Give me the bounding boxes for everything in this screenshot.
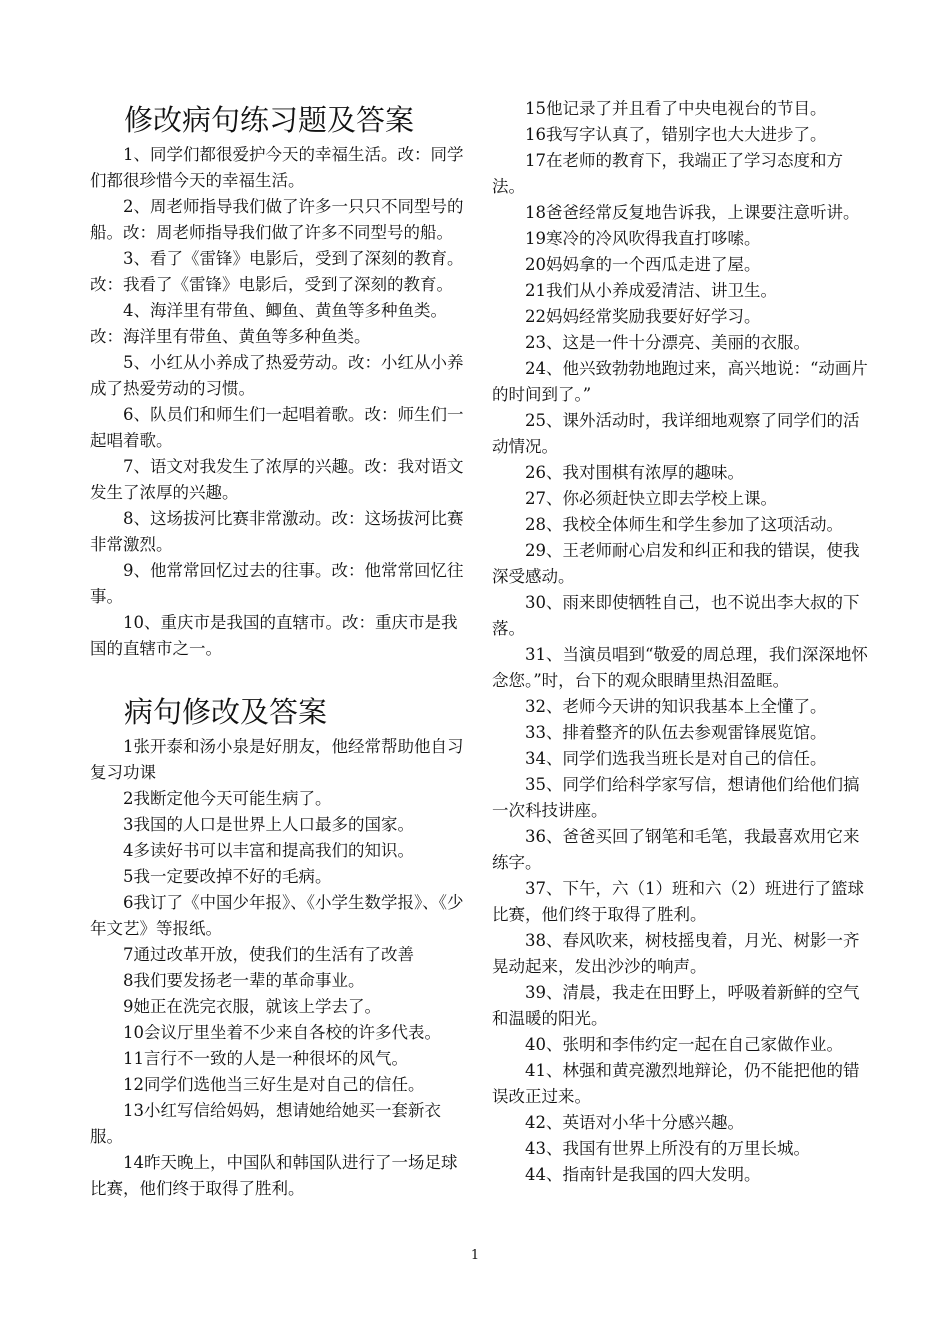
list-item: 24、他兴致勃勃地跑过来，高兴地说：“动画片的时间到了。” bbox=[492, 359, 868, 404]
section1-title: 修改病句练习题及答案 bbox=[124, 103, 415, 137]
section1-list bbox=[90, 142, 466, 662]
list-item: 10、重庆市是我国的直辖市。改：重庆市是我国的直辖市之一。 bbox=[90, 613, 458, 658]
list-item: 1张开泰和汤小泉是好朋友，他经常帮助他自习复习功课 bbox=[90, 737, 464, 782]
list-item: 12同学们选他当三好生是对自己的信任。 bbox=[123, 1075, 425, 1094]
list-item: 7、语文对我发生了浓厚的兴趣。改：我对语文发生了浓厚的兴趣。 bbox=[90, 457, 464, 502]
section2-title: 病句修改及答案 bbox=[124, 695, 328, 729]
section2-list-right bbox=[492, 96, 868, 1188]
list-item: 17在老师的教育下，我端正了学习态度和方法。 bbox=[492, 151, 843, 196]
list-item: 44、指南针是我国的四大发明。 bbox=[525, 1165, 761, 1184]
list-item: 13小红写信给妈妈，想请她给她买一套新衣服。 bbox=[90, 1101, 441, 1146]
list-item: 28、我校全体师生和学生参加了这项活动。 bbox=[525, 515, 843, 534]
list-item: 35、同学们给科学家写信，想请他们给他们搞一次科技讲座。 bbox=[492, 775, 860, 820]
list-item: 9、他常常回忆过去的往事。改：他常常回忆往事。 bbox=[90, 561, 464, 606]
list-item: 7通过改革开放，使我们的生活有了改善 bbox=[123, 945, 414, 964]
list-item: 39、清晨，我走在田野上，呼吸着新鲜的空气和温暖的阳光。 bbox=[492, 983, 860, 1028]
list-item: 25、课外活动时，我详细地观察了同学们的活动情况。 bbox=[492, 411, 860, 456]
list-item: 42、英语对小华十分感兴趣。 bbox=[525, 1113, 744, 1132]
list-item: 43、我国有世界上所没有的万里长城。 bbox=[525, 1139, 810, 1158]
list-item: 30、雨来即使牺牲自己，也不说出李大叔的下落。 bbox=[492, 593, 860, 638]
list-item: 3、看了《雷锋》电影后，受到了深刻的教育。改：我看了《雷锋》电影后，受到了深刻的教育。 bbox=[90, 249, 464, 294]
list-item: 16我写字认真了，错别字也大大进步了。 bbox=[525, 125, 827, 144]
list-item: 6我订了《中国少年报》、《小学生数学报》、《少年文艺》等报纸。 bbox=[90, 893, 464, 938]
list-item: 21我们从小养成爱清洁、讲卫生。 bbox=[525, 281, 777, 300]
list-item: 2我断定他今天可能生病了。 bbox=[123, 789, 332, 808]
list-item: 10会议厅里坐着不少来自各校的许多代表。 bbox=[123, 1023, 441, 1042]
list-item: 27、你必须赶快立即去学校上课。 bbox=[525, 489, 777, 508]
right-column bbox=[492, 96, 868, 1188]
list-item: 2、周老师指导我们做了许多一只只不同型号的船。改：周老师指导我们做了许多不同型号的船。 bbox=[90, 197, 464, 242]
list-item: 8我们要发扬老一辈的革命事业。 bbox=[123, 971, 365, 990]
list-item: 14昨天晚上，中国队和韩国队进行了一场足球比赛，他们终于取得了胜利。 bbox=[90, 1153, 458, 1198]
list-item: 34、同学们选我当班长是对自己的信任。 bbox=[525, 749, 827, 768]
list-item: 18爸爸经常反复地告诉我，上课要注意听讲。 bbox=[525, 203, 860, 222]
list-item: 5、小红从小养成了热爱劳动。改：小红从小养成了热爱劳动的习惯。 bbox=[90, 353, 464, 398]
list-item: 5我一定要改掉不好的毛病。 bbox=[123, 867, 332, 886]
list-item: 20妈妈拿的一个西瓜走进了屋。 bbox=[525, 255, 761, 274]
page-number: 1 bbox=[470, 1248, 480, 1263]
list-item: 8、这场拔河比赛非常激动。改：这场拔河比赛非常激烈。 bbox=[90, 509, 464, 554]
list-item: 4多读好书可以丰富和提高我们的知识。 bbox=[123, 841, 414, 860]
list-item: 32、老师今天讲的知识我基本上全懂了。 bbox=[525, 697, 827, 716]
list-item: 6、队员们和师生们一起唱着歌。改：师生们一起唱着歌。 bbox=[90, 405, 464, 450]
section2-list-left bbox=[90, 734, 466, 1202]
list-item: 9她正在洗完衣服，就该上学去了。 bbox=[123, 997, 381, 1016]
list-item: 3我国的人口是世界上人口最多的国家。 bbox=[123, 815, 414, 834]
list-item: 15他记录了并且看了中央电视台的节目。 bbox=[525, 99, 827, 118]
left-column bbox=[90, 98, 466, 1202]
list-item: 26、我对围棋有浓厚的趣味。 bbox=[525, 463, 744, 482]
list-item: 40、张明和李伟约定一起在自己家做作业。 bbox=[525, 1035, 843, 1054]
list-item: 36、爸爸买回了钢笔和毛笔，我最喜欢用它来练字。 bbox=[492, 827, 860, 872]
list-item: 31、当演员唱到“敬爱的周总理，我们深深地怀念您。”时，台下的观众眼睛里热泪盈眶。 bbox=[492, 645, 868, 690]
list-item: 22妈妈经常奖励我要好好学习。 bbox=[525, 307, 761, 326]
list-item: 37、下午，六（1）班和六（2）班进行了篮球比赛，他们终于取得了胜利。 bbox=[492, 879, 864, 924]
list-item: 41、林强和黄亮激烈地辩论，仍不能把他的错误改正过来。 bbox=[492, 1061, 860, 1106]
list-item: 11言行不一致的人是一种很坏的风气。 bbox=[123, 1049, 408, 1068]
list-item: 1、同学们都很爱护今天的幸福生活。改：同学们都很珍惜今天的幸福生活。 bbox=[90, 145, 464, 190]
list-item: 33、排着整齐的队伍去参观雷锋展览馆。 bbox=[525, 723, 827, 742]
list-item: 23、这是一件十分漂亮、美丽的衣服。 bbox=[525, 333, 810, 352]
list-item: 29、王老师耐心启发和纠正和我的错误，使我深受感动。 bbox=[492, 541, 860, 586]
list-item: 4、海洋里有带鱼、鲫鱼、黄鱼等多种鱼类。改：海洋里有带鱼、黄鱼等多种鱼类。 bbox=[90, 301, 447, 346]
list-item: 38、春风吹来，树枝摇曳着，月光、树影一齐晃动起来，发出沙沙的响声。 bbox=[492, 931, 860, 976]
list-item: 19寒冷的冷风吹得我直打哆嗦。 bbox=[525, 229, 761, 248]
